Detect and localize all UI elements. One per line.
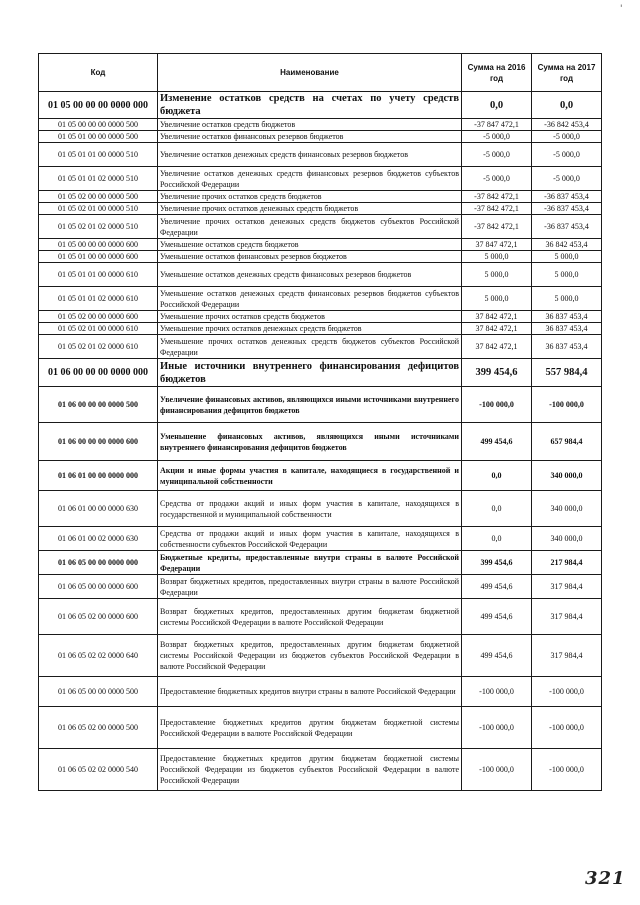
row-sum-2017: -100 000,0 — [532, 387, 602, 423]
table-row — [39, 311, 602, 323]
row-sum-2016: 0,0 — [462, 491, 532, 527]
row-code: 01 05 02 00 00 0000 600 — [39, 311, 158, 323]
row-code: 01 05 01 00 00 0000 600 — [39, 251, 158, 263]
row-code: 01 05 00 00 00 0000 500 — [39, 119, 158, 131]
row-name: Уменьшение остатков финансовых резервов бюджетов — [158, 251, 462, 263]
table-row — [39, 263, 602, 287]
row-name: Уменьшение финансовых активов, являющихся иными источниками внутреннего финансирования дефицитов бюджетов — [158, 423, 462, 461]
row-name: Бюджетные кредиты, предоставленные внутри страны в валюте Российской Федерации — [158, 551, 462, 575]
row-code: 01 06 05 00 00 0000 000 — [39, 551, 158, 575]
row-sum-2017: 340 000,0 — [532, 491, 602, 527]
row-code: 01 05 02 01 02 0000 510 — [39, 215, 158, 239]
table-header-row — [39, 54, 602, 92]
table-row — [39, 167, 602, 191]
row-sum-2017: -36 837 453,4 — [532, 215, 602, 239]
row-sum-2016: 37 842 472,1 — [462, 323, 532, 335]
row-sum-2016: -100 000,0 — [462, 677, 532, 707]
row-code: 01 06 05 02 00 0000 500 — [39, 707, 158, 749]
row-name: Увеличение финансовых активов, являющихся иными источниками внутреннего финансирования дефицитов бюджетов — [158, 387, 462, 423]
row-sum-2017: -36 837 453,4 — [532, 191, 602, 203]
row-code: 01 05 02 01 00 0000 610 — [39, 323, 158, 335]
row-code: 01 06 05 00 00 0000 500 — [39, 677, 158, 707]
table-row — [39, 191, 602, 203]
row-sum-2016: 0,0 — [462, 461, 532, 491]
row-name: Возврат бюджетных кредитов, предоставленных другим бюджетам бюджетной системы Российской Федерации из бюджетов субъектов Российской Федерации в валюте Российской Федерации — [158, 635, 462, 677]
table-row — [39, 215, 602, 239]
row-name: Предоставление бюджетных кредитов внутри страны в валюте Российской Федерации — [158, 677, 462, 707]
row-sum-2016: -5 000,0 — [462, 131, 532, 143]
row-name: Увеличение прочих остатков денежных средств бюджетов субъектов Российской Федерации — [158, 215, 462, 239]
row-name: Предоставление бюджетных кредитов другим бюджетам бюджетной системы Российской Федерации в валюте Российской Федерации — [158, 707, 462, 749]
table-row — [39, 287, 602, 311]
table-row — [39, 143, 602, 167]
row-sum-2017: 317 984,4 — [532, 599, 602, 635]
row-sum-2016: 5 000,0 — [462, 263, 532, 287]
row-sum-2016: 0,0 — [462, 92, 532, 119]
row-sum-2016: -5 000,0 — [462, 143, 532, 167]
row-name: Уменьшение прочих остатков денежных средств бюджетов субъектов Российской Федерации — [158, 335, 462, 359]
row-sum-2017: 36 842 453,4 — [532, 239, 602, 251]
table-row — [39, 677, 602, 707]
row-sum-2016: -100 000,0 — [462, 387, 532, 423]
row-name: Уменьшение прочих остатков денежных средств бюджетов — [158, 323, 462, 335]
row-code: 01 05 00 00 00 0000 600 — [39, 239, 158, 251]
row-sum-2016: 499 454,6 — [462, 635, 532, 677]
row-sum-2017: -5 000,0 — [532, 143, 602, 167]
row-sum-2016: 5 000,0 — [462, 287, 532, 311]
row-code: 01 05 02 00 00 0000 500 — [39, 191, 158, 203]
row-sum-2016: 5 000,0 — [462, 251, 532, 263]
table-row — [39, 551, 602, 575]
table-row — [39, 491, 602, 527]
row-code: 01 06 05 00 00 0000 600 — [39, 575, 158, 599]
row-name: Средства от продажи акций и иных форм участия в капитале, находящихся в государственной и муниципальной собственности — [158, 491, 462, 527]
row-name: Средства от продажи акций и иных форм участия в капитале, находящихся в собственности субъектов Российской Федерации — [158, 527, 462, 551]
row-code: 01 05 01 01 00 0000 510 — [39, 143, 158, 167]
row-sum-2016: 399 454,6 — [462, 359, 532, 387]
row-code: 01 05 02 01 02 0000 610 — [39, 335, 158, 359]
row-code: 01 06 05 02 00 0000 600 — [39, 599, 158, 635]
row-sum-2017: 317 984,4 — [532, 575, 602, 599]
row-code: 01 05 00 00 00 0000 000 — [39, 92, 158, 119]
row-sum-2017: 5 000,0 — [532, 287, 602, 311]
row-sum-2017: 5 000,0 — [532, 251, 602, 263]
row-sum-2016: -37 847 472,1 — [462, 119, 532, 131]
row-name: Изменение остатков средств на счетах по учету средств бюджета — [158, 92, 462, 119]
table-row — [39, 203, 602, 215]
row-sum-2016: 37 847 472,1 — [462, 239, 532, 251]
row-name: Увеличение остатков денежных средств финансовых резервов бюджетов субъектов Российской Федерации — [158, 167, 462, 191]
row-code: 01 05 01 01 02 0000 610 — [39, 287, 158, 311]
row-sum-2016: -100 000,0 — [462, 749, 532, 791]
row-name: Увеличение остатков денежных средств финансовых резервов бюджетов — [158, 143, 462, 167]
row-name: Возврат бюджетных кредитов, предоставленных внутри страны в валюте Российской Федерации — [158, 575, 462, 599]
table-row — [39, 359, 602, 387]
table-row — [39, 749, 602, 791]
table-row — [39, 387, 602, 423]
row-sum-2016: -100 000,0 — [462, 707, 532, 749]
row-sum-2016: 399 454,6 — [462, 551, 532, 575]
row-name: Уменьшение прочих остатков средств бюджетов — [158, 311, 462, 323]
row-name: Возврат бюджетных кредитов, предоставленных другим бюджетам бюджетной системы Российской Федерации в валюте Российской Федерации — [158, 599, 462, 635]
budget-sources-table — [38, 53, 602, 791]
corner-mark: ' — [620, 4, 623, 14]
row-name: Увеличение остатков средств бюджетов — [158, 119, 462, 131]
row-sum-2017: -36 837 453,4 — [532, 203, 602, 215]
table-row — [39, 423, 602, 461]
row-sum-2016: -37 842 472,1 — [462, 215, 532, 239]
row-sum-2017: -100 000,0 — [532, 707, 602, 749]
row-sum-2017: -36 842 453,4 — [532, 119, 602, 131]
table-row — [39, 575, 602, 599]
row-sum-2017: 340 000,0 — [532, 461, 602, 491]
row-code: 01 05 02 01 00 0000 510 — [39, 203, 158, 215]
row-sum-2017: 340 000,0 — [532, 527, 602, 551]
row-sum-2016: 499 454,6 — [462, 575, 532, 599]
row-name: Увеличение прочих остатков денежных средств бюджетов — [158, 203, 462, 215]
row-sum-2017: 36 837 453,4 — [532, 335, 602, 359]
row-sum-2016: 499 454,6 — [462, 423, 532, 461]
row-sum-2016: -5 000,0 — [462, 167, 532, 191]
row-sum-2016: 499 454,6 — [462, 599, 532, 635]
table-row — [39, 707, 602, 749]
table-row — [39, 92, 602, 119]
table-row — [39, 239, 602, 251]
table-row — [39, 119, 602, 131]
row-sum-2016: -37 842 472,1 — [462, 191, 532, 203]
row-name: Акции и иные формы участия в капитале, находящиеся в государственной и муниципальной собственности — [158, 461, 462, 491]
table-row — [39, 251, 602, 263]
table-row — [39, 461, 602, 491]
header-code: Код — [39, 54, 158, 92]
table-row — [39, 131, 602, 143]
row-code: 01 05 01 01 00 0000 610 — [39, 263, 158, 287]
row-sum-2016: -37 842 472,1 — [462, 203, 532, 215]
row-sum-2017: 5 000,0 — [532, 263, 602, 287]
row-code: 01 06 00 00 00 0000 000 — [39, 359, 158, 387]
row-code: 01 06 05 02 02 0000 540 — [39, 749, 158, 791]
table-row — [39, 527, 602, 551]
row-code: 01 06 05 02 02 0000 640 — [39, 635, 158, 677]
row-name: Иные источники внутреннего финансирования дефицитов бюджетов — [158, 359, 462, 387]
row-name: Увеличение прочих остатков средств бюджетов — [158, 191, 462, 203]
row-name: Уменьшение остатков денежных средств финансовых резервов бюджетов — [158, 263, 462, 287]
row-code: 01 06 01 00 00 0000 000 — [39, 461, 158, 491]
row-code: 01 06 01 00 02 0000 630 — [39, 527, 158, 551]
row-code: 01 06 00 00 00 0000 600 — [39, 423, 158, 461]
header-sum-2017: Сумма на 2017 год — [532, 54, 602, 92]
row-code: 01 05 01 00 00 0000 500 — [39, 131, 158, 143]
row-sum-2017: 657 984,4 — [532, 423, 602, 461]
row-sum-2017: 317 984,4 — [532, 635, 602, 677]
row-code: 01 06 00 00 00 0000 500 — [39, 387, 158, 423]
row-sum-2017: 217 984,4 — [532, 551, 602, 575]
row-sum-2016: 37 842 472,1 — [462, 335, 532, 359]
row-sum-2017: 36 837 453,4 — [532, 311, 602, 323]
row-sum-2017: -100 000,0 — [532, 677, 602, 707]
row-sum-2016: 37 842 472,1 — [462, 311, 532, 323]
table-row — [39, 335, 602, 359]
row-sum-2017: -5 000,0 — [532, 131, 602, 143]
row-name: Увеличение остатков финансовых резервов бюджетов — [158, 131, 462, 143]
row-sum-2017: -5 000,0 — [532, 167, 602, 191]
row-sum-2017: -100 000,0 — [532, 749, 602, 791]
table-body — [39, 92, 602, 791]
row-sum-2017: 0,0 — [532, 92, 602, 119]
row-code: 01 06 01 00 00 0000 630 — [39, 491, 158, 527]
table-row — [39, 635, 602, 677]
header-sum-2016: Сумма на 2016 год — [462, 54, 532, 92]
row-name: Уменьшение остатков средств бюджетов — [158, 239, 462, 251]
table-row — [39, 599, 602, 635]
row-sum-2017: 36 837 453,4 — [532, 323, 602, 335]
row-name: Уменьшение остатков денежных средств финансовых резервов бюджетов субъектов Российской Федерации — [158, 287, 462, 311]
row-sum-2017: 557 984,4 — [532, 359, 602, 387]
handwritten-page-number: 321 — [585, 868, 626, 889]
table-row — [39, 323, 602, 335]
row-sum-2016: 0,0 — [462, 527, 532, 551]
header-name: Наименование — [158, 54, 462, 92]
row-name: Предоставление бюджетных кредитов другим бюджетам бюджетной системы Российской Федерации из бюджетов субъектов Российской Федерации в валюте Российской Федерации — [158, 749, 462, 791]
budget-sources-table-page — [38, 53, 601, 791]
row-code: 01 05 01 01 02 0000 510 — [39, 167, 158, 191]
